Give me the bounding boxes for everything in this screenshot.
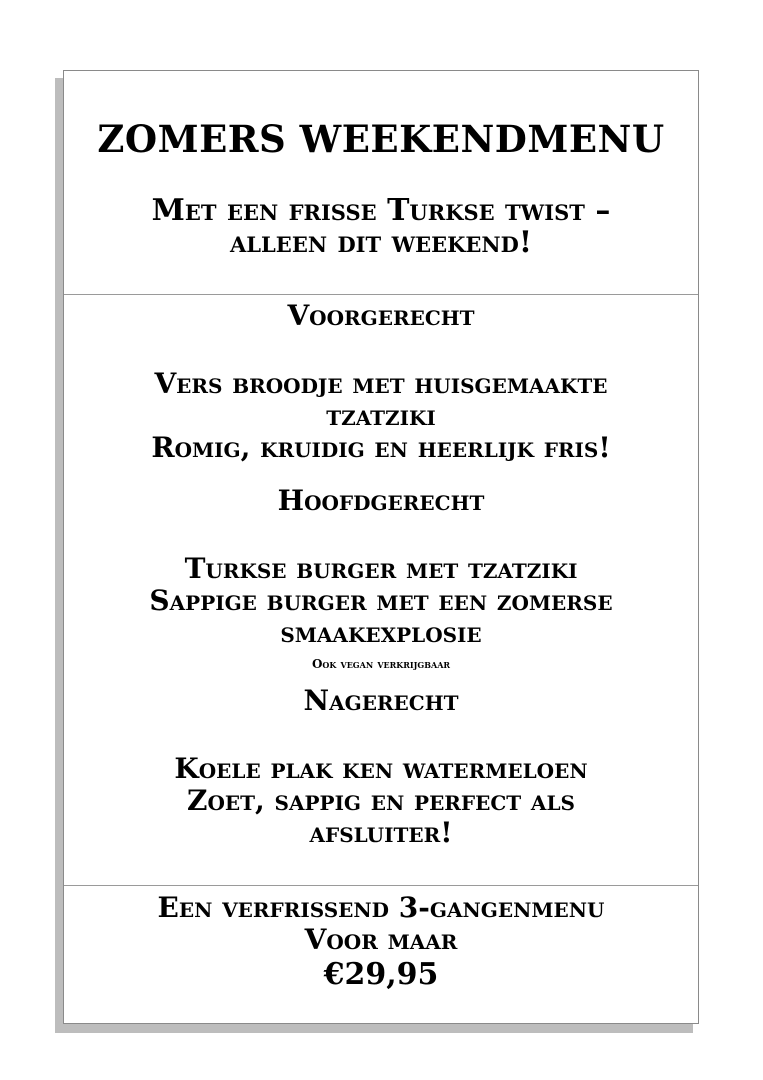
main-description-line-1: Sappige burger met een zomerse <box>149 584 613 617</box>
footer-line-2: Voor maar <box>304 923 458 956</box>
menu-courses <box>64 294 698 885</box>
footer-line-1: Een verfrissend 3-gangenmenu <box>157 891 605 924</box>
dessert-description-line-1: Zoet, sappig en perfect als <box>187 784 575 817</box>
subtitle-line-2: alleen dit weekend! <box>229 225 532 260</box>
menu-card <box>63 70 699 1024</box>
subtitle-line-1: Met een frisse Turkse twist – <box>151 193 611 228</box>
dessert-dish <box>74 753 688 849</box>
main-dish <box>74 553 688 649</box>
starter-dish-line-2: tzatziki <box>326 399 436 432</box>
dessert-description-line-2: afsluiter! <box>309 816 453 849</box>
main-heading: Hoofdgerecht <box>277 484 485 517</box>
starter-description: Romig, kruidig en heerlijk fris! <box>151 431 611 464</box>
menu-header <box>64 71 698 294</box>
main-dish-name: Turkse burger met tzatziki <box>184 552 578 585</box>
menu-price: €29,95 <box>323 957 439 992</box>
starter-heading: Voorgerecht <box>287 299 475 332</box>
menu-footer <box>64 885 698 1024</box>
main-description-line-2: smaakexplosie <box>280 616 482 649</box>
vegan-note: Ook vegan verkrijgbaar <box>311 657 451 671</box>
menu-title: ZOMERS WEEKENDMENU <box>97 117 665 161</box>
starter-dish <box>74 368 688 464</box>
dessert-dish-name: Koele plak ken watermeloen <box>174 752 588 785</box>
dessert-heading: Nagerecht <box>303 684 459 717</box>
starter-dish-line-1: Vers broodje met huisgemaakte <box>154 367 608 400</box>
menu-subtitle <box>84 195 678 259</box>
